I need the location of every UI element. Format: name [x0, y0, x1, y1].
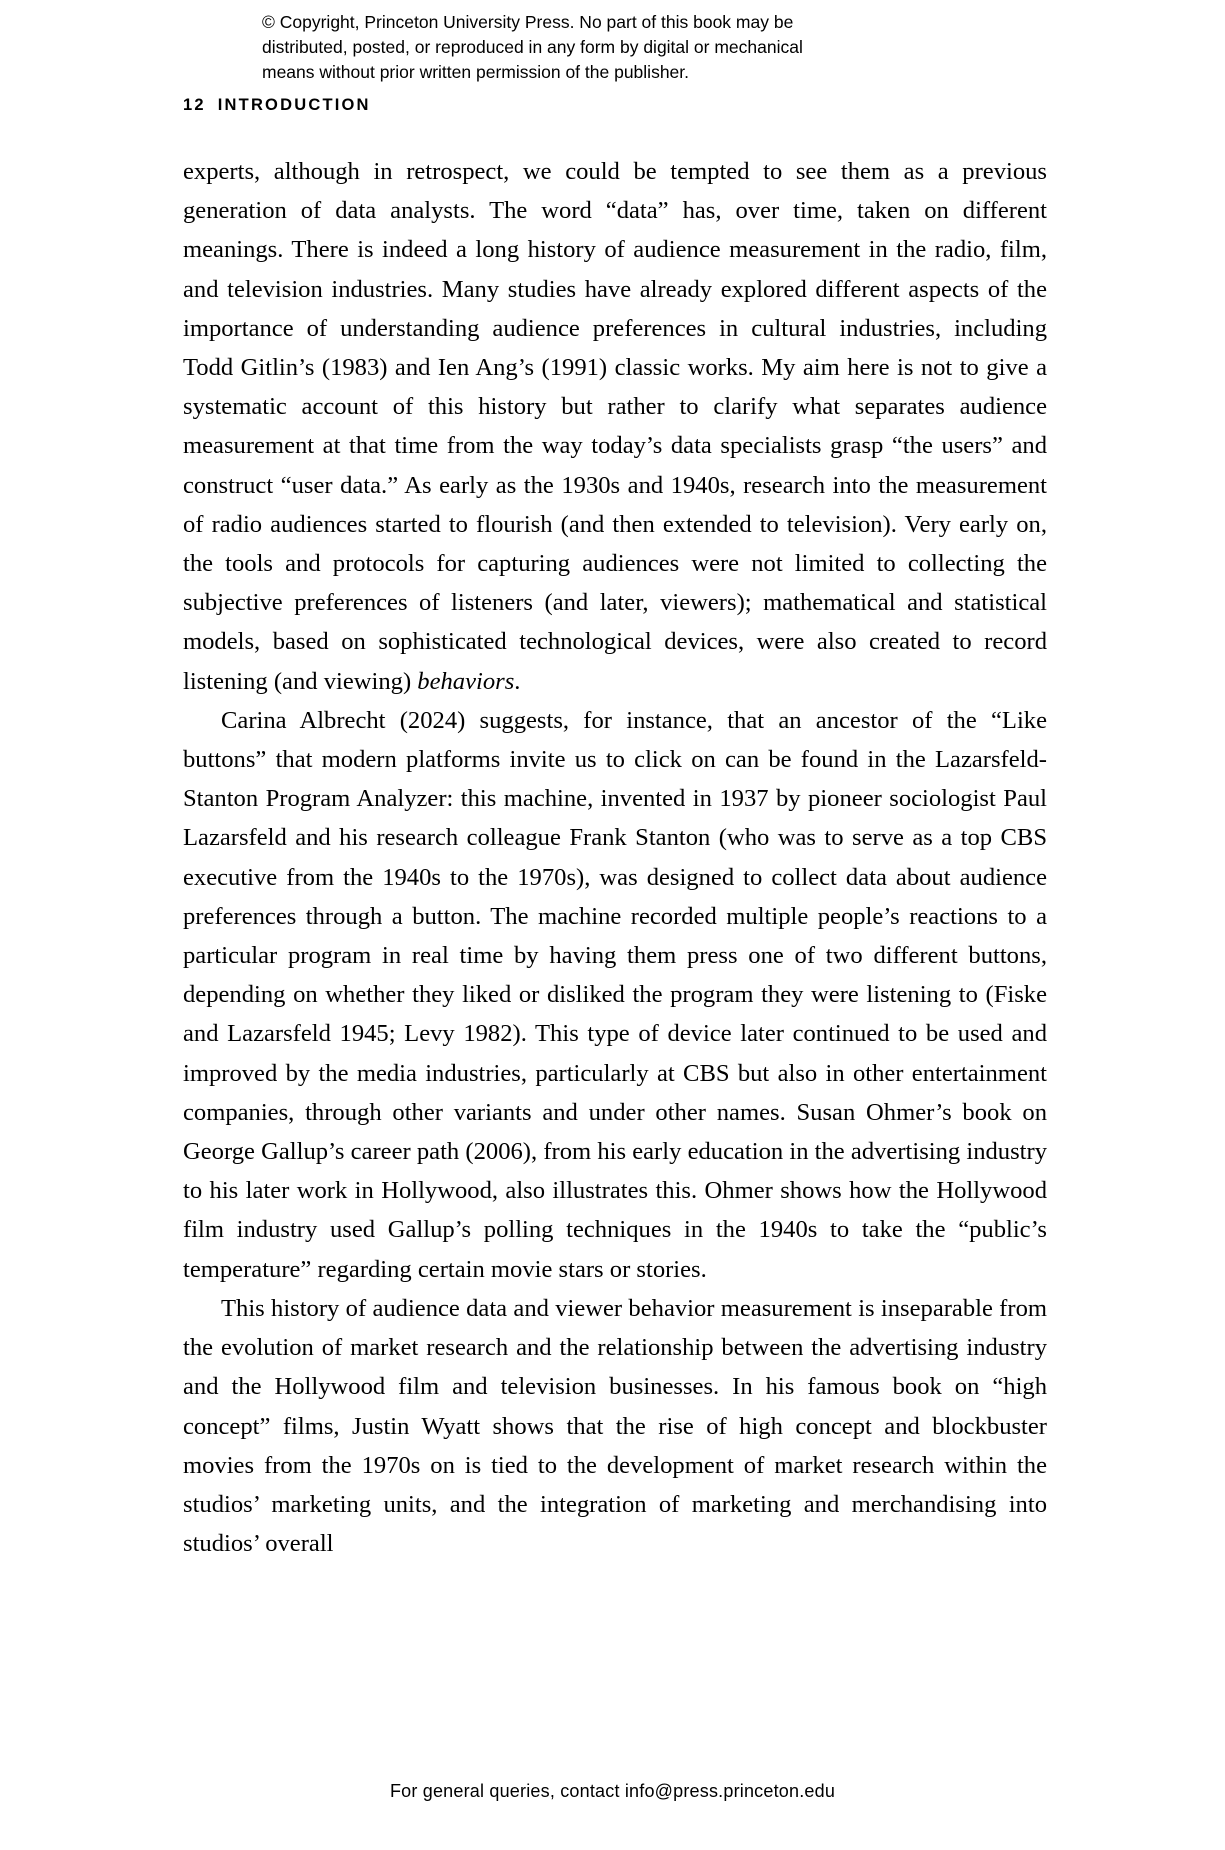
paragraph-1-text: experts, although in retrospect, we could be tempted to see them as a previous generation of data analysts. The word “data” has, over time, taken on different meanings. There is indeed a long history of audience measurement in the radio, film, and television industries. Many studies have already explored different aspects of the importance of understanding audience preferences in cultural industries, including Todd Gitlin’s (1983) and Ien Ang’s (1991) classic works. My aim here is not to give a systematic account of this history but rather to clarify what separates audience measurement at that time from the way today’s data specialists grasp “the users” and construct “user data.” As early as the 1930s and 1940s, research into the measurement of radio audiences started to flourish (and then extended to television). Very early on, the tools and protocols for capturing audiences were not limited to collecting the subjective preferences of listeners (and later, viewers); mathematical and statistical models, based on sophisticated technological devices, were also created to record listening (and viewing): [183, 158, 1047, 695]
page-number: 12: [183, 96, 206, 114]
paragraph-1: [183, 152, 1047, 701]
running-head: [183, 96, 371, 115]
paragraph-3: This history of audience data and viewer behavior measurement is inseparable from the evolution of market research and the relationship between the advertising industry and the Hollywood film and television businesses. In his famous book on “high concept” films, Justin Wyatt shows that the rise of high concept and blockbuster movies from the 1970s on is tied to the development of market research within the studios’ marketing units, and the integration of marketing and merchandising into studios’ overall: [183, 1294, 1047, 1558]
section-title: INTRODUCTION: [217, 96, 371, 114]
italic-term-behaviors: behaviors: [417, 667, 515, 695]
copyright-notice: [262, 10, 962, 85]
copyright-line-2: distributed, posted, or reproduced in any form by digital or mechanical: [262, 37, 803, 57]
copyright-line-1: © Copyright, Princeton University Press. No part of this book may be: [262, 12, 794, 32]
copyright-line-3: means without prior written permission of the publisher.: [262, 62, 690, 82]
paragraph-2: Carina Albrecht (2024) suggests, for instance, that an ancestor of the “Like buttons” that modern platforms invite us to click on can be found in the Lazarsfeld-Stanton Program Analyzer: this machine, invented in 1937 by pioneer sociologist Paul Lazarsfeld and his research colleague Frank Stanton (who was to serve as a top CBS executive from the 1940s to the 1970s), was designed to collect data about audience preferences through a button. The machine recorded multiple people’s reactions to a particular program in real time by having them press one of two different buttons, depending on whether they liked or disliked the program they were listening to (Fiske and Lazarsfeld 1945; Levy 1982). This type of device later continued to be used and improved by the media industries, particularly at CBS but also in other entertainment companies, through other variants and under other names. Susan Ohmer’s book on George Gallup’s career path (2006), from his early education in the advertising industry to his later work in Hollywood, also illustrates this. Ohmer shows how the Hollywood film industry used Gallup’s polling techniques in the 1940s to take the “public’s temperature” regarding certain movie stars or stories.: [183, 706, 1047, 1283]
paragraph-1-period: .: [514, 667, 521, 695]
body-text: [183, 152, 1047, 1563]
footer-note: For general queries, contact info@press.princeton.edu: [389, 1781, 836, 1801]
